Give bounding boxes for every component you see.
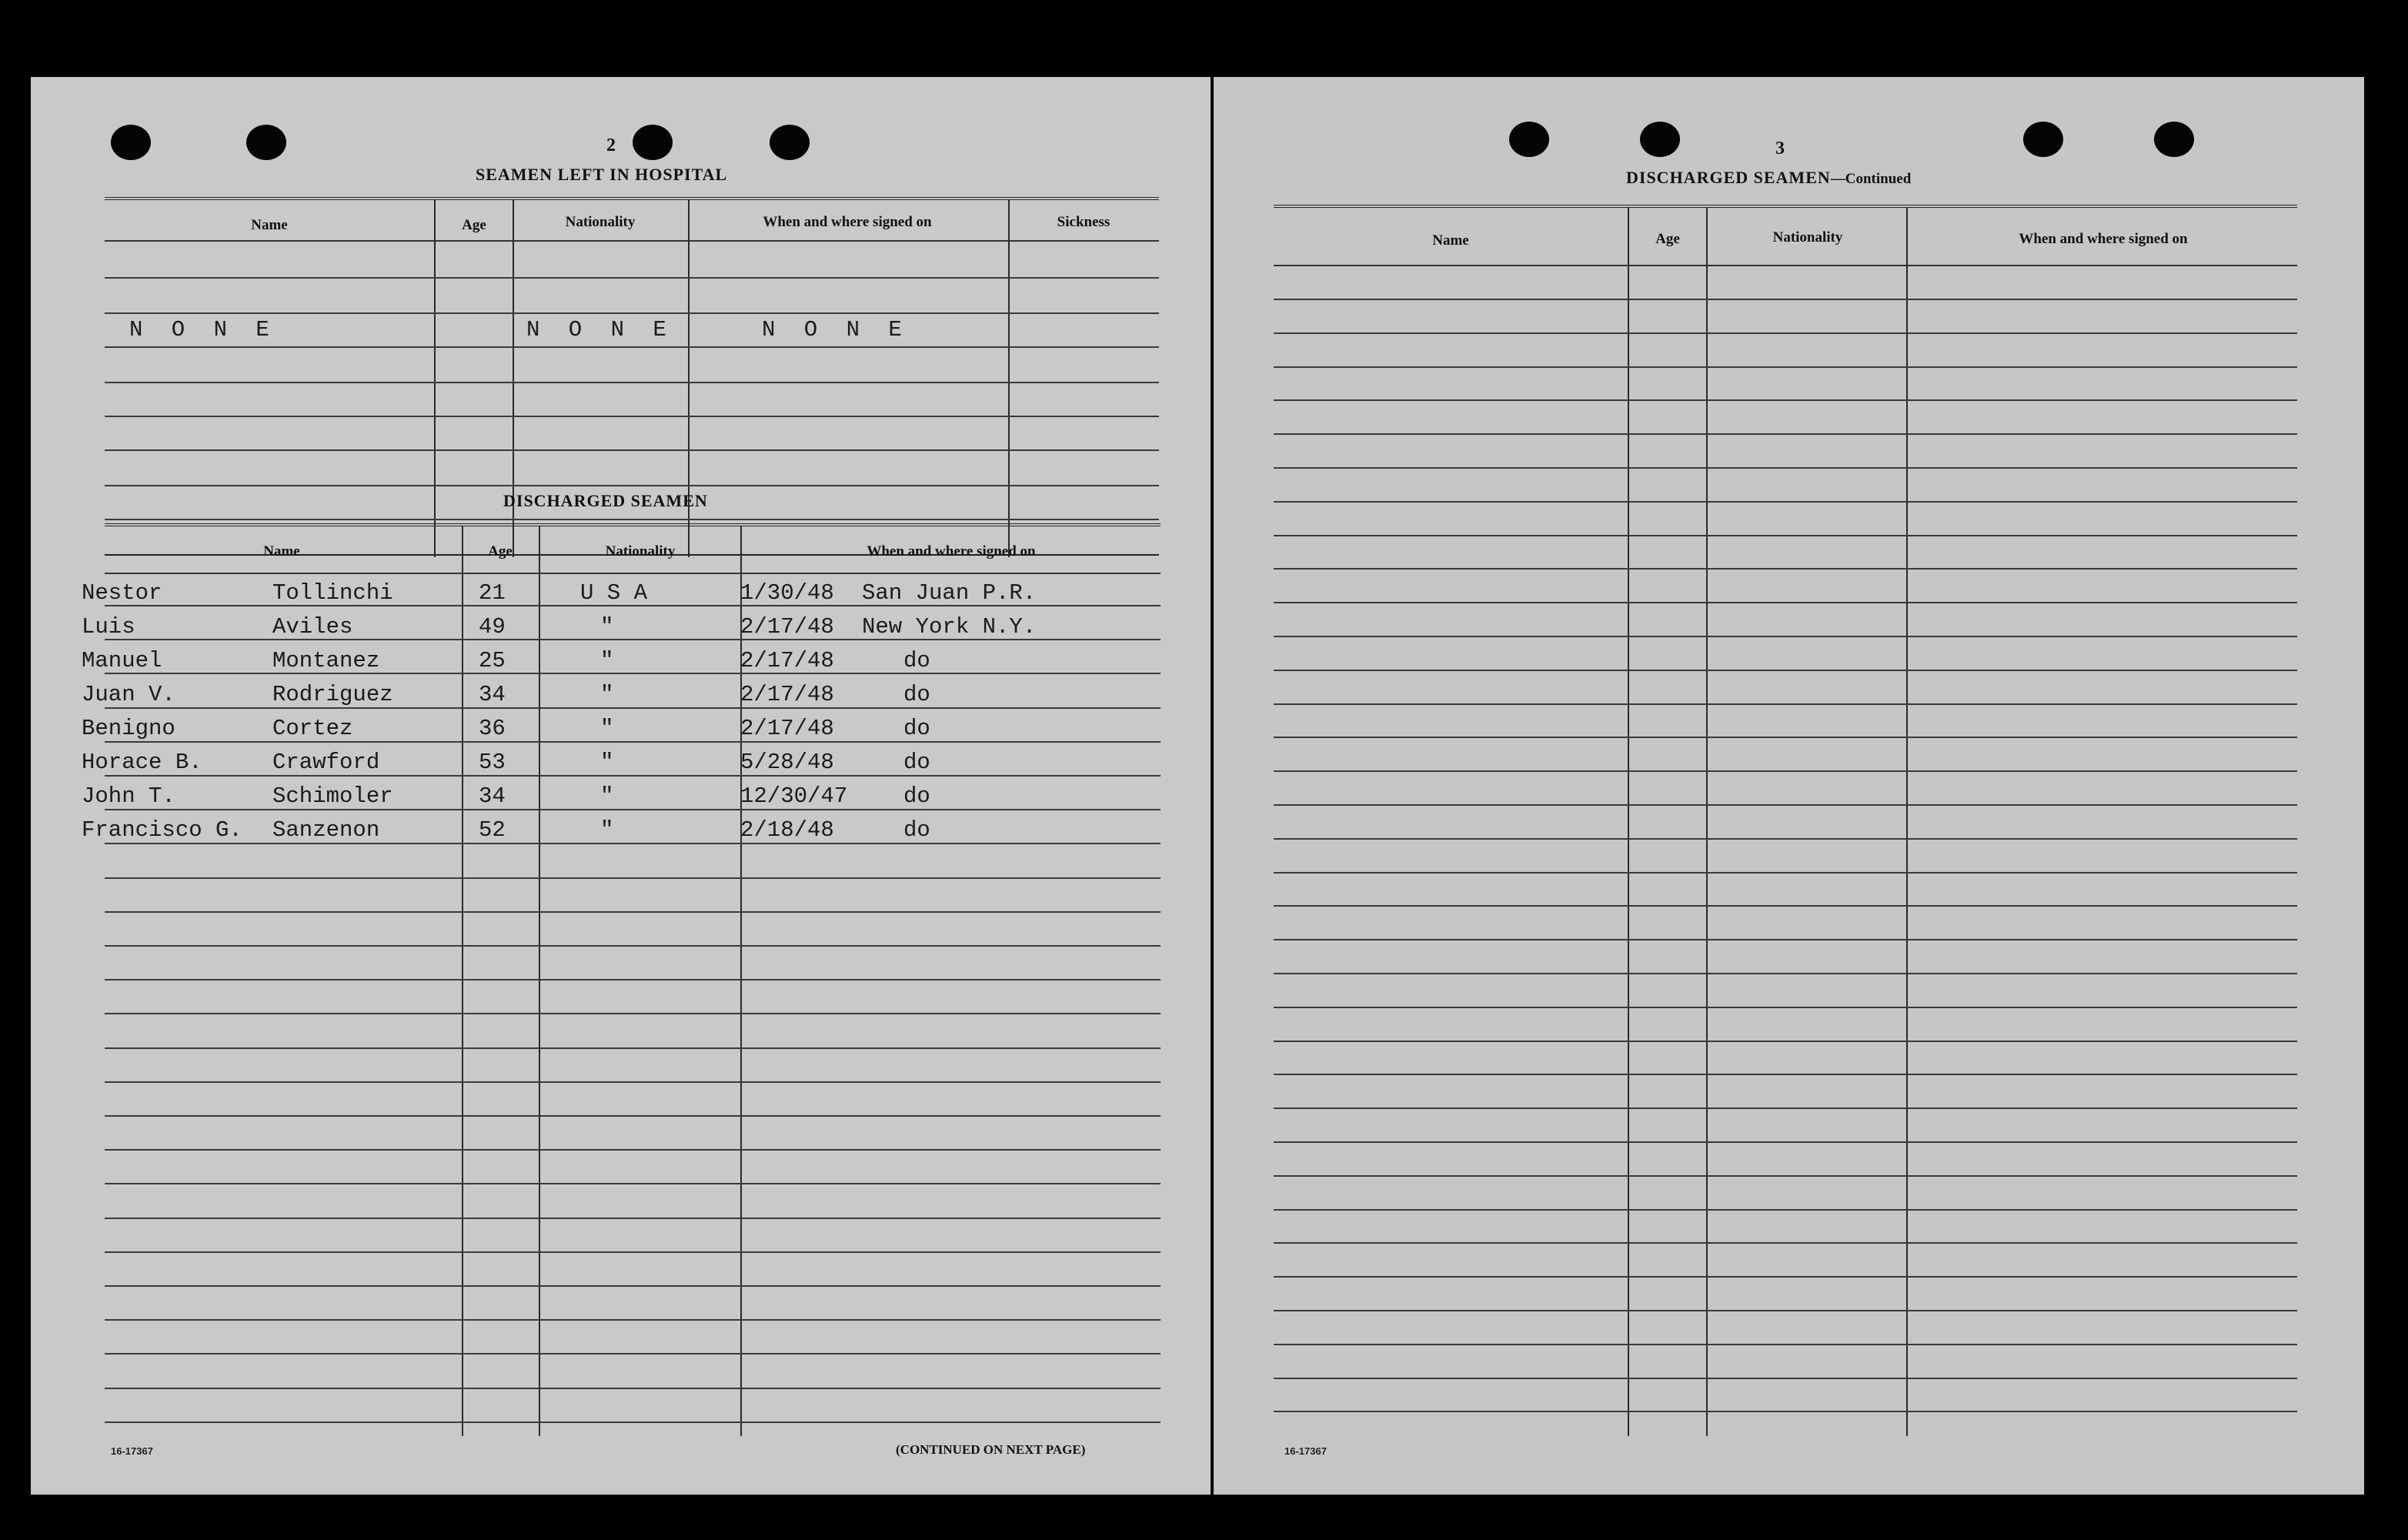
page-number: 3 (1775, 139, 1785, 159)
age: 34 (479, 682, 506, 707)
column-header-sickness: Sickness (1057, 214, 1110, 230)
discharged-continued-title (1626, 168, 1911, 188)
hospital-name-entry: N O N E (129, 317, 277, 342)
signed-on-place: do (903, 716, 930, 741)
form-number: 16-17367 (111, 1445, 153, 1457)
hospital-nationality-entry: N O N E (526, 317, 674, 342)
nationality: U S A (580, 580, 648, 606)
last-name: Sanzenon (272, 817, 380, 843)
first-name: Juan V. (82, 682, 175, 707)
signed-on-date: 12/30/47 (740, 783, 848, 809)
signed-on-date: 2/17/48 (740, 682, 834, 707)
column-header-when-where: When and where signed on (763, 214, 932, 230)
signed-on-date: 2/18/48 (740, 817, 834, 843)
column-header-age: Age (462, 217, 486, 233)
punch-hole (1509, 122, 1549, 157)
form-number: 16-17367 (1284, 1445, 1327, 1457)
signed-on-date: 2/17/48 (740, 614, 834, 640)
first-name: John T. (82, 783, 175, 809)
nationality: " (600, 716, 614, 741)
punch-hole (2023, 122, 2063, 157)
punch-hole (1640, 122, 1680, 157)
left-page (31, 77, 1211, 1495)
age: 34 (479, 783, 506, 809)
signed-on-place: do (903, 648, 930, 673)
discharged-section-title: DISCHARGED SEAMEN (503, 491, 708, 510)
right-page (1214, 77, 2364, 1495)
punch-hole (111, 125, 151, 160)
hospital-when-where-entry: N O N E (762, 317, 910, 342)
first-name: Nestor (82, 580, 162, 606)
punch-hole (770, 125, 810, 160)
last-name: Rodriguez (272, 682, 393, 707)
punch-hole (2154, 122, 2194, 157)
title-suffix: —Continued (1830, 171, 1912, 187)
first-name: Francisco G. (82, 817, 242, 843)
first-name: Benigno (82, 716, 175, 741)
age: 49 (479, 614, 506, 640)
last-name: Cortez (272, 716, 353, 741)
discharged-continued-table (1274, 205, 2297, 1433)
nationality: " (600, 750, 614, 775)
signed-on-date: 1/30/48 (740, 580, 834, 606)
nationality: " (600, 817, 614, 843)
column-header-nationality: Nationality (605, 543, 676, 560)
nationality: " (600, 682, 614, 707)
signed-on-date: 5/28/48 (740, 750, 834, 775)
page-number: 2 (606, 135, 616, 155)
nationality: " (600, 614, 614, 640)
column-header-name: Name (251, 217, 288, 233)
title-text: DISCHARGED SEAMEN (1626, 168, 1831, 187)
signed-on-place: do (903, 817, 930, 843)
signed-on-place: do (903, 783, 930, 809)
column-header-nationality: Nationality (565, 214, 636, 230)
column-header-when-where: When and where signed on (2019, 231, 2188, 247)
signed-on-place: do (903, 750, 930, 775)
signed-on-date: 2/17/48 (740, 716, 834, 741)
continued-note: (CONTINUED ON NEXT PAGE) (896, 1442, 1086, 1457)
column-header-when-where: When and where signed on (867, 543, 1036, 560)
punch-hole (246, 125, 286, 160)
last-name: Crawford (272, 750, 380, 775)
age: 53 (479, 750, 506, 775)
nationality: " (600, 648, 614, 673)
first-name: Manuel (82, 648, 162, 673)
discharged-continued-header (1274, 208, 2297, 266)
hospital-section-title: SEAMEN LEFT IN HOSPITAL (476, 165, 728, 184)
last-name: Tollinchi (272, 580, 393, 606)
discharged-table (105, 523, 1161, 1433)
signed-on-place: do (903, 682, 930, 707)
last-name: Montanez (272, 648, 380, 673)
column-header-name: Name (1432, 232, 1469, 249)
first-name: Luis (82, 614, 135, 640)
discharged-table-header (105, 526, 1161, 574)
column-header-age: Age (488, 543, 513, 560)
first-name: Horace B. (82, 750, 202, 775)
signed-on-place: San Juan P.R. (862, 580, 1037, 606)
hospital-table-header (105, 200, 1159, 242)
age: 36 (479, 716, 506, 741)
age: 21 (479, 580, 506, 606)
signed-on-place: New York N.Y. (862, 614, 1037, 640)
column-header-nationality: Nationality (1772, 229, 1843, 246)
punch-hole (633, 125, 673, 160)
nationality: " (600, 783, 614, 809)
last-name: Aviles (272, 614, 353, 640)
age: 25 (479, 648, 506, 673)
column-header-age: Age (1655, 231, 1680, 247)
signed-on-date: 2/17/48 (740, 648, 834, 673)
column-header-name: Name (263, 543, 300, 560)
last-name: Schimoler (272, 783, 393, 809)
age: 52 (479, 817, 506, 843)
